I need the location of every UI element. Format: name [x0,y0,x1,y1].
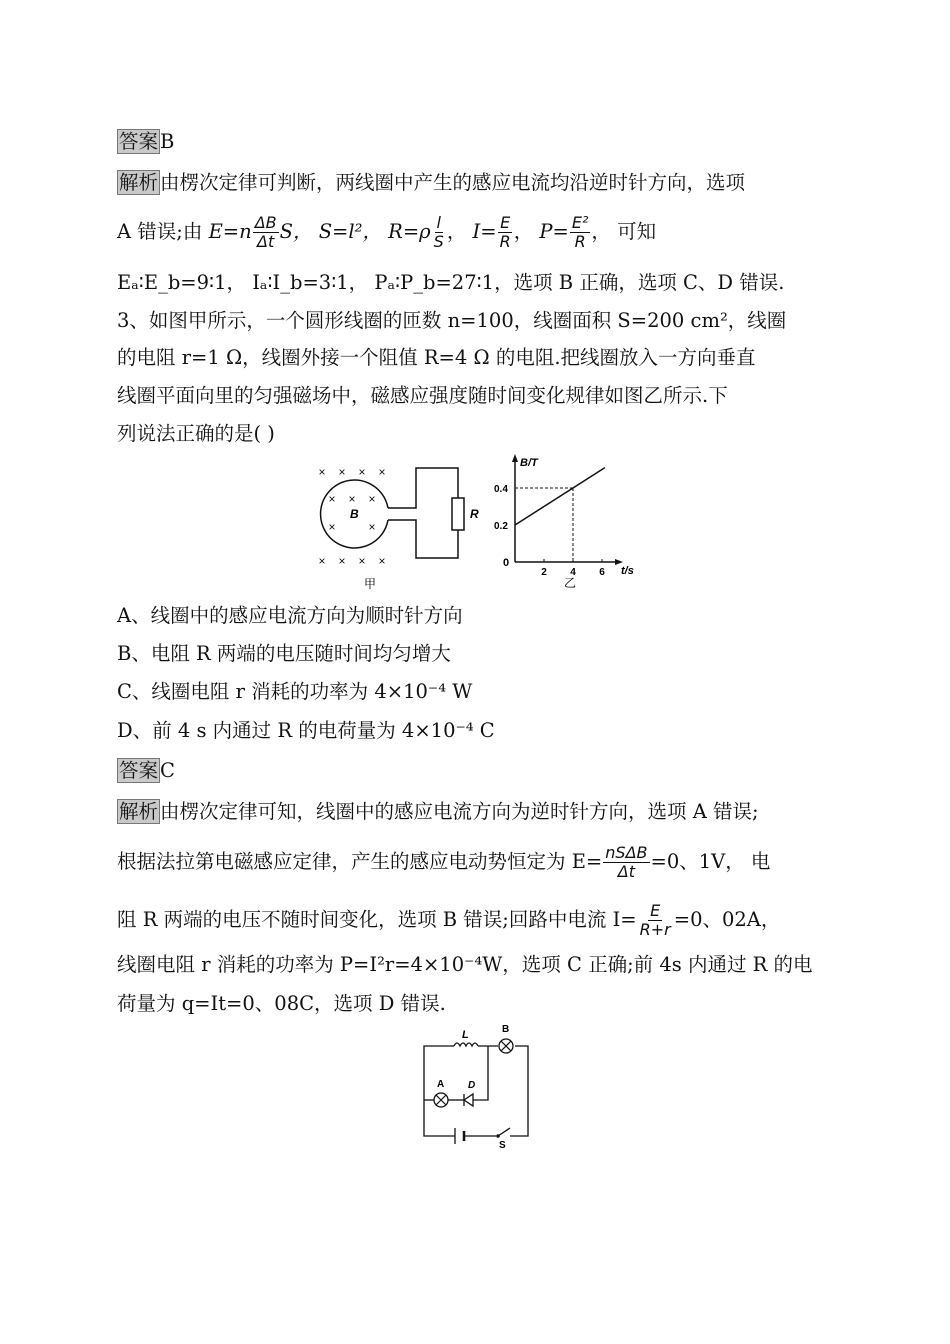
fraction-denominator: Δt [617,862,635,881]
solution-text: ， [513,220,534,243]
svg-text:×: × [348,492,356,506]
fraction-numerator: E² [571,213,589,232]
fraction-numerator: E [650,901,661,920]
fraction-denominator: R [574,232,586,251]
fraction-denominator: Δt [257,232,275,251]
solution-text: 由楞次定律可判断，两线圈中产生的感应电流均沿逆时针方向，选项 [160,171,746,194]
question-3-line-4: 列说法正确的是( ) [117,422,275,445]
svg-text:×: × [328,492,336,506]
svg-text:×: × [368,520,376,534]
option-c: C、线圈电阻 r 消耗的功率为 4×10⁻⁴ W [117,680,473,703]
circuit-figure [410,1020,540,1150]
fraction-numerator: ΔB [254,213,277,232]
svg-text:×: × [358,465,366,479]
svg-text:×: × [318,465,326,479]
solution-3-line-2 [117,844,770,881]
wire-left [424,1046,455,1136]
fraction-numerator: nSΔB [605,843,648,862]
fraction-e-r [498,214,513,251]
formula-text: S=l²， [318,220,382,243]
svg-text:×: × [358,554,366,568]
y-axis-arrow [512,454,518,462]
lead-wire-top [388,468,458,508]
origin-label: 0 [503,557,510,569]
fraction-denominator: R [499,232,511,251]
y-axis-label: B/T [520,457,538,469]
label-b: B [502,1024,510,1035]
option-b: B、电阻 R 两端的电压随时间均匀增大 [117,642,451,665]
fraction-numerator: E [500,213,511,232]
formula-text: P= [539,220,569,243]
wire-branch [473,1046,488,1100]
caption-jia: 甲 [363,577,377,591]
label-s: S [499,1140,506,1150]
option-d: D、前 4 s 内通过 R 的电荷量为 4×10⁻⁴ C [117,719,495,742]
solution-3-line-4: 线圈电阻 r 消耗的功率为 P=I²r=4×10⁻⁴W，选项 C 正确;前 4s 内通过 R 的电 [117,953,813,976]
x-axis-label: t/s [621,565,634,577]
wire-right [510,1046,528,1136]
solution-text: ， 可知 [591,220,657,243]
solution-3-line-5: 荷量为 q=It=0、08C，选项 D 错误. [117,992,446,1015]
x-tick-label: 6 [599,567,605,578]
figure-jia [310,458,480,593]
formula-text: E=n [208,220,252,243]
fraction-db-dt [253,214,279,251]
answer-tag: 答案 [119,759,159,782]
diode [464,1094,473,1106]
svg-text:×: × [338,465,346,479]
answer-tag: 答案 [119,130,159,153]
solution-text: ， [446,220,467,243]
solution-1-line-3: Eₐ∶E_b=9∶1， Iₐ∶I_b=3∶1， Pₐ∶P_b=27∶1，选项 B 正确，选项 C、D 错误. [117,271,785,294]
resistor [452,498,464,530]
question-3-line-1: 3、如图甲所示，一个圆形线圈的匝数 n=100，线圈面积 S=200 cm²，线圈 [117,309,787,332]
r-label: R [470,507,479,521]
fraction-nsdb-dt [603,844,649,881]
solution-tag: 解析 [119,171,159,194]
formula-text: R=ρ [388,220,431,243]
solution-1-line-2 [117,214,656,251]
y-tick-label: 0.2 [494,521,508,532]
solution-3-line-1 [117,797,759,827]
solution-text: =0、1V， 电 [650,850,771,873]
formula-text: I= [472,220,497,243]
solution-1-line-1 [117,168,745,198]
inductor [454,1043,478,1046]
x-tick-label: 4 [570,567,576,578]
question-3-line-2: 的电阻 r=1 Ω，线圈外接一个阻值 R=4 Ω 的电阻.把线圈放入一方向垂直 [117,346,756,369]
label-l: L [462,1029,469,1041]
data-line [515,468,605,525]
solution-text: 由楞次定律可知，线圈中的感应电流方向为逆时针方向，选项 A 错误; [160,800,759,823]
solution-3-line-3 [117,902,780,939]
label-a: A [437,1079,445,1090]
answer-value: B [160,130,175,153]
svg-text:×: × [378,554,386,568]
solution-text: 阻 R 两端的电压不随时间变化，选项 B 错误;回路中电流 I= [117,908,637,931]
answer-value: C [160,759,175,782]
svg-text:×: × [368,492,376,506]
x-tick-label: 2 [541,567,547,578]
y-tick-label: 0.4 [494,484,508,495]
fraction-e2-r [570,214,591,251]
solution-text: =0、02A， [673,908,781,931]
fraction-denominator: R+r [639,920,671,939]
option-a: A、线圈中的感应电流方向为顺时针方向 [117,604,463,627]
svg-text:×: × [318,554,326,568]
solution-text: 根据法拉第电磁感应定律，产生的感应电动势恒定为 E= [117,850,603,873]
figure-yi [490,450,640,595]
fraction-l-s [432,214,446,251]
svg-text:×: × [328,520,336,534]
svg-text:×: × [378,465,386,479]
solution-tag: 解析 [119,800,159,823]
fraction-denominator: S [433,232,444,251]
answer-3 [117,756,175,786]
b-label: B [350,507,359,521]
switch-arm [498,1128,510,1136]
svg-text:×: × [338,554,346,568]
label-d: D [468,1080,476,1091]
solution-text: A 错误;由 [117,220,209,243]
lead-wire-bottom [388,520,458,558]
formula-text: S， [279,220,313,243]
question-3-line-3: 线圈平面向里的匀强磁场中，磁感应强度随时间变化规律如图乙所示.下 [117,384,728,407]
fraction-numerator: l [436,213,441,232]
fraction-e-rr [638,902,673,939]
caption-yi: 乙 [563,576,577,590]
answer-1 [117,127,174,157]
